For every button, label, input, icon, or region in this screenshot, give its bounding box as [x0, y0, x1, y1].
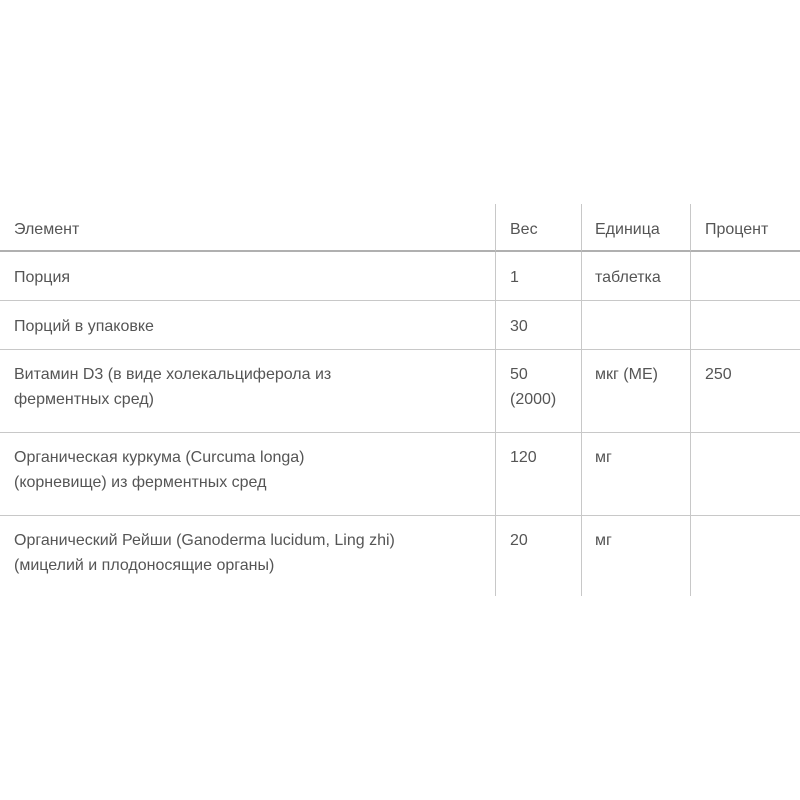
cell-percent [690, 433, 800, 516]
cell-element: Порций в упаковке [0, 301, 495, 350]
cell-element-line: Витамин D3 (в виде холекальциферола из [14, 366, 332, 383]
cell-element-line: (корневище) из ферментных сред [14, 474, 267, 491]
header-unit: Единица [581, 204, 690, 252]
cell-unit: мг [581, 433, 690, 516]
header-element: Элемент [0, 204, 495, 252]
cell-percent [690, 301, 800, 350]
cell-element [0, 433, 495, 516]
supplement-facts-table [0, 204, 800, 596]
cell-unit: мкг (МЕ) [581, 350, 690, 433]
cell-element: Порция [0, 252, 495, 301]
cell-unit: таблетка [581, 252, 690, 301]
cell-weight: 1 [495, 252, 581, 301]
cell-element-line: Органический Рейши (Ganoderma lucidum, Ling zhi) [14, 532, 395, 549]
cell-element-line: ферментных сред) [14, 391, 154, 408]
cell-weight: 120 [495, 433, 581, 516]
cell-element [0, 516, 495, 596]
cell-weight-line: 50 [510, 366, 528, 383]
cell-weight: 30 [495, 301, 581, 350]
cell-percent [690, 516, 800, 596]
cell-unit [581, 301, 690, 350]
cell-weight-line: (2000) [510, 391, 557, 408]
header-percent: Процент [690, 204, 800, 252]
cell-weight: 20 [495, 516, 581, 596]
header-weight: Вес [495, 204, 581, 252]
cell-element-line: Органическая куркума (Curcuma longa) [14, 449, 305, 466]
cell-unit: мг [581, 516, 690, 596]
cell-percent [690, 252, 800, 301]
cell-element-line: (мицелий и плодоносящие органы) [14, 557, 275, 574]
cell-percent: 250 [690, 350, 800, 433]
cell-element [0, 350, 495, 433]
cell-weight [495, 350, 581, 433]
